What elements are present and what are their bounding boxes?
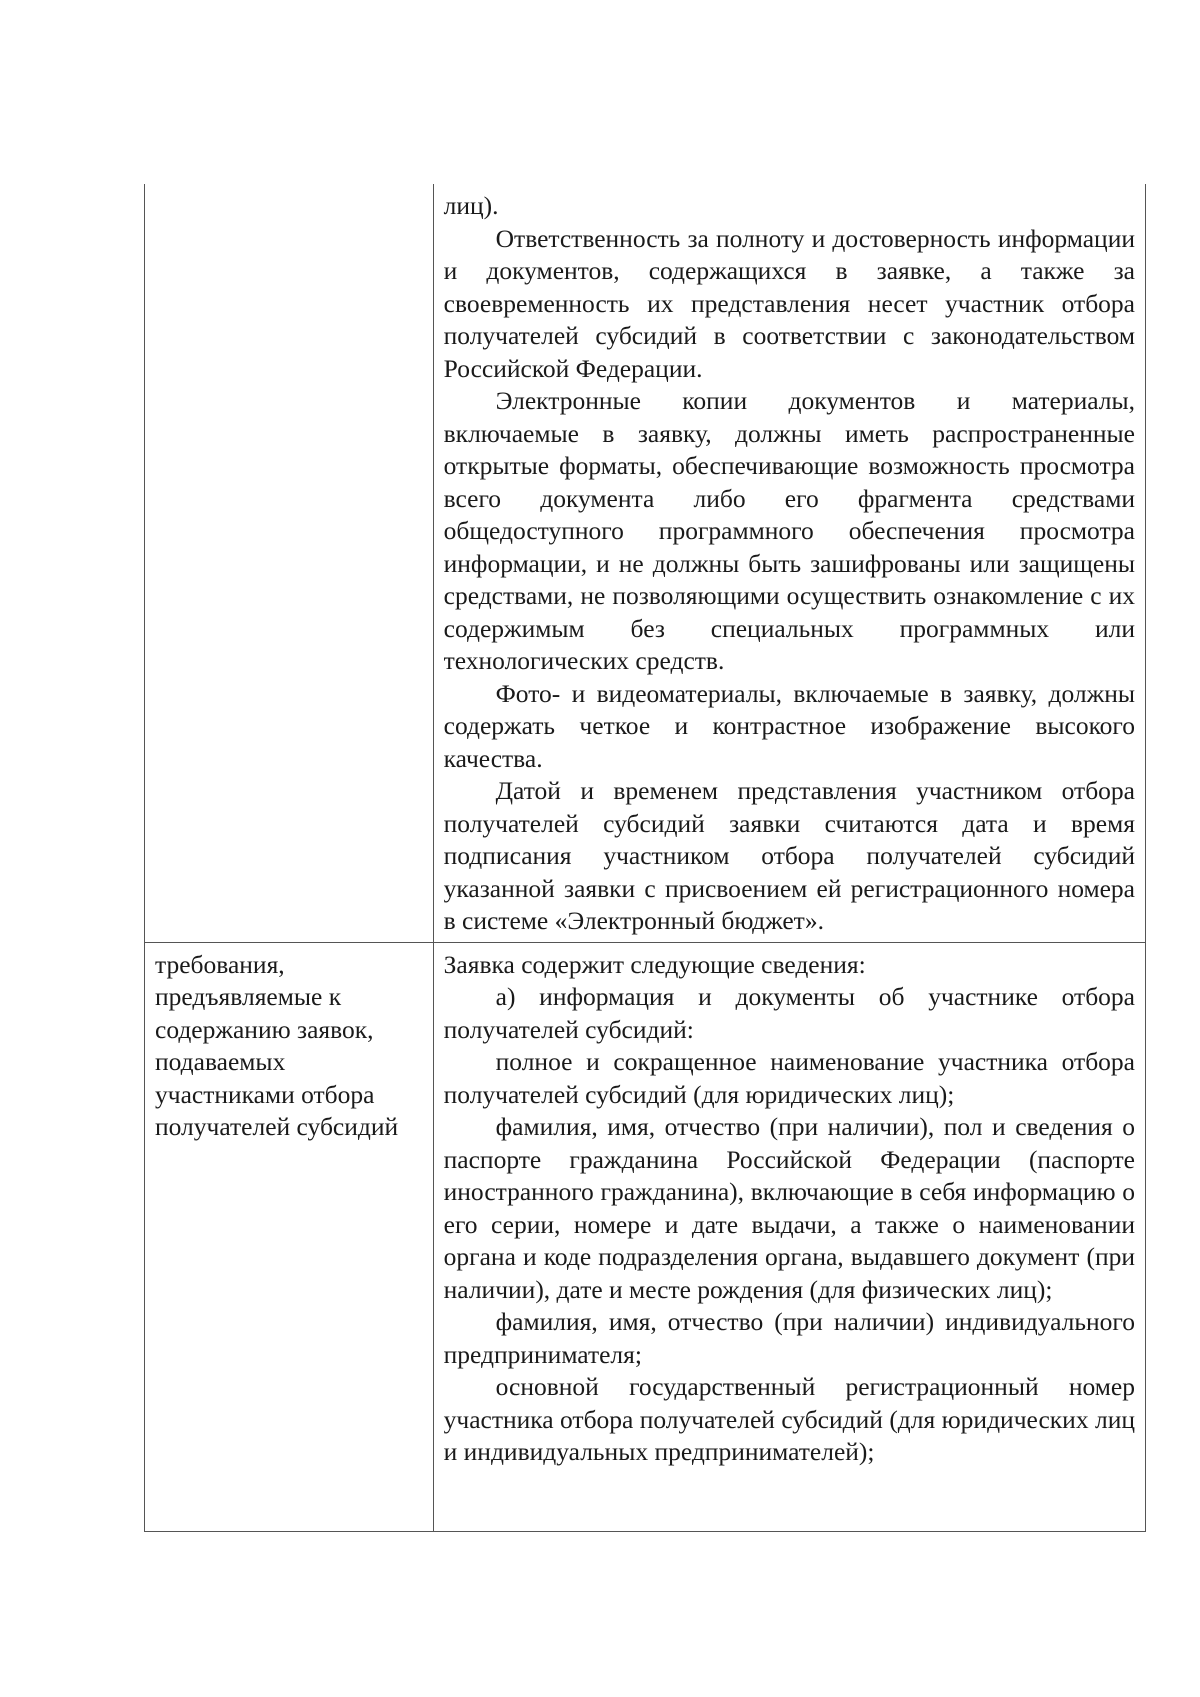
ogrn-item: основной государственный регистрационный номер участника отбора получателей субсидий (для юридических лиц и индивидуальных предпринимателей);: [443, 1372, 1135, 1466]
submission-date-paragraph: Датой и временем представления участником отбора получателей субсидий заявки считаются дата и время подписания участником отбора получателей субсидий указанной заявки с присвоением ей регистрационного номера в системе «Электронный бюджет».: [443, 776, 1135, 935]
row-content-cell: [433, 184, 1145, 942]
application-intro: Заявка содержит следующие сведения:: [443, 949, 866, 979]
row-label-cell: [145, 942, 434, 1531]
table-row: [145, 942, 1146, 1531]
photo-video-paragraph: Фото- и видеоматериалы, включаемые в заявку, должны содержать четкое и контрастное изображение высокого качества.: [443, 678, 1135, 773]
row-label: требования, предъявляемые к содержанию заявок, подаваемых участниками отбора получателей субсидий: [155, 949, 399, 1141]
continuation-text: лиц).: [443, 191, 499, 220]
electronic-copies-paragraph: Электронные копии документов и материалы, включаемые в заявку, должны иметь распространенные открытые форматы, обеспечивающие возможность просмотра всего документа либо его фрагмента средствами общедоступного программного обеспечения просмотра информации, и не должны быть зашифрованы или защищены средствами, не позволяющими осуществить ознакомление с их содержимым без специальных программных или технологических средств.: [443, 386, 1135, 675]
list-item-a: а) информация и документы об участнике отбора получателей субсидий:: [443, 982, 1135, 1044]
passport-item: фамилия, имя, отчество (при наличии), пол и сведения о паспорте гражданина Российской Федерации (паспорте иностранного гражданина), включающие в себя информацию о его серии, номере и дате выдачи, а также о наименовании органа и коде подразделения органа, выдавшего документ (при наличии), дате и месте рождения (для физических лиц);: [443, 1112, 1135, 1304]
table-row: [145, 184, 1146, 942]
entrepreneur-name-item: фамилия, имя, отчество (при наличии) индивидуального предпринимателя;: [443, 1307, 1135, 1369]
responsibility-paragraph: Ответственность за полноту и достоверность информации и документов, содержащихся в заявке, а также за своевременность их представления несет участник отбора получателей субсидий в соответствии с законодательством Российской Федерации.: [443, 223, 1135, 383]
row-content-cell: [433, 942, 1145, 1531]
requirements-table: [144, 184, 1146, 1532]
row-label-cell: [145, 184, 434, 942]
full-name-item: полное и сокращенное наименование участника отбора получателей субсидий (для юридических лиц);: [443, 1047, 1135, 1109]
